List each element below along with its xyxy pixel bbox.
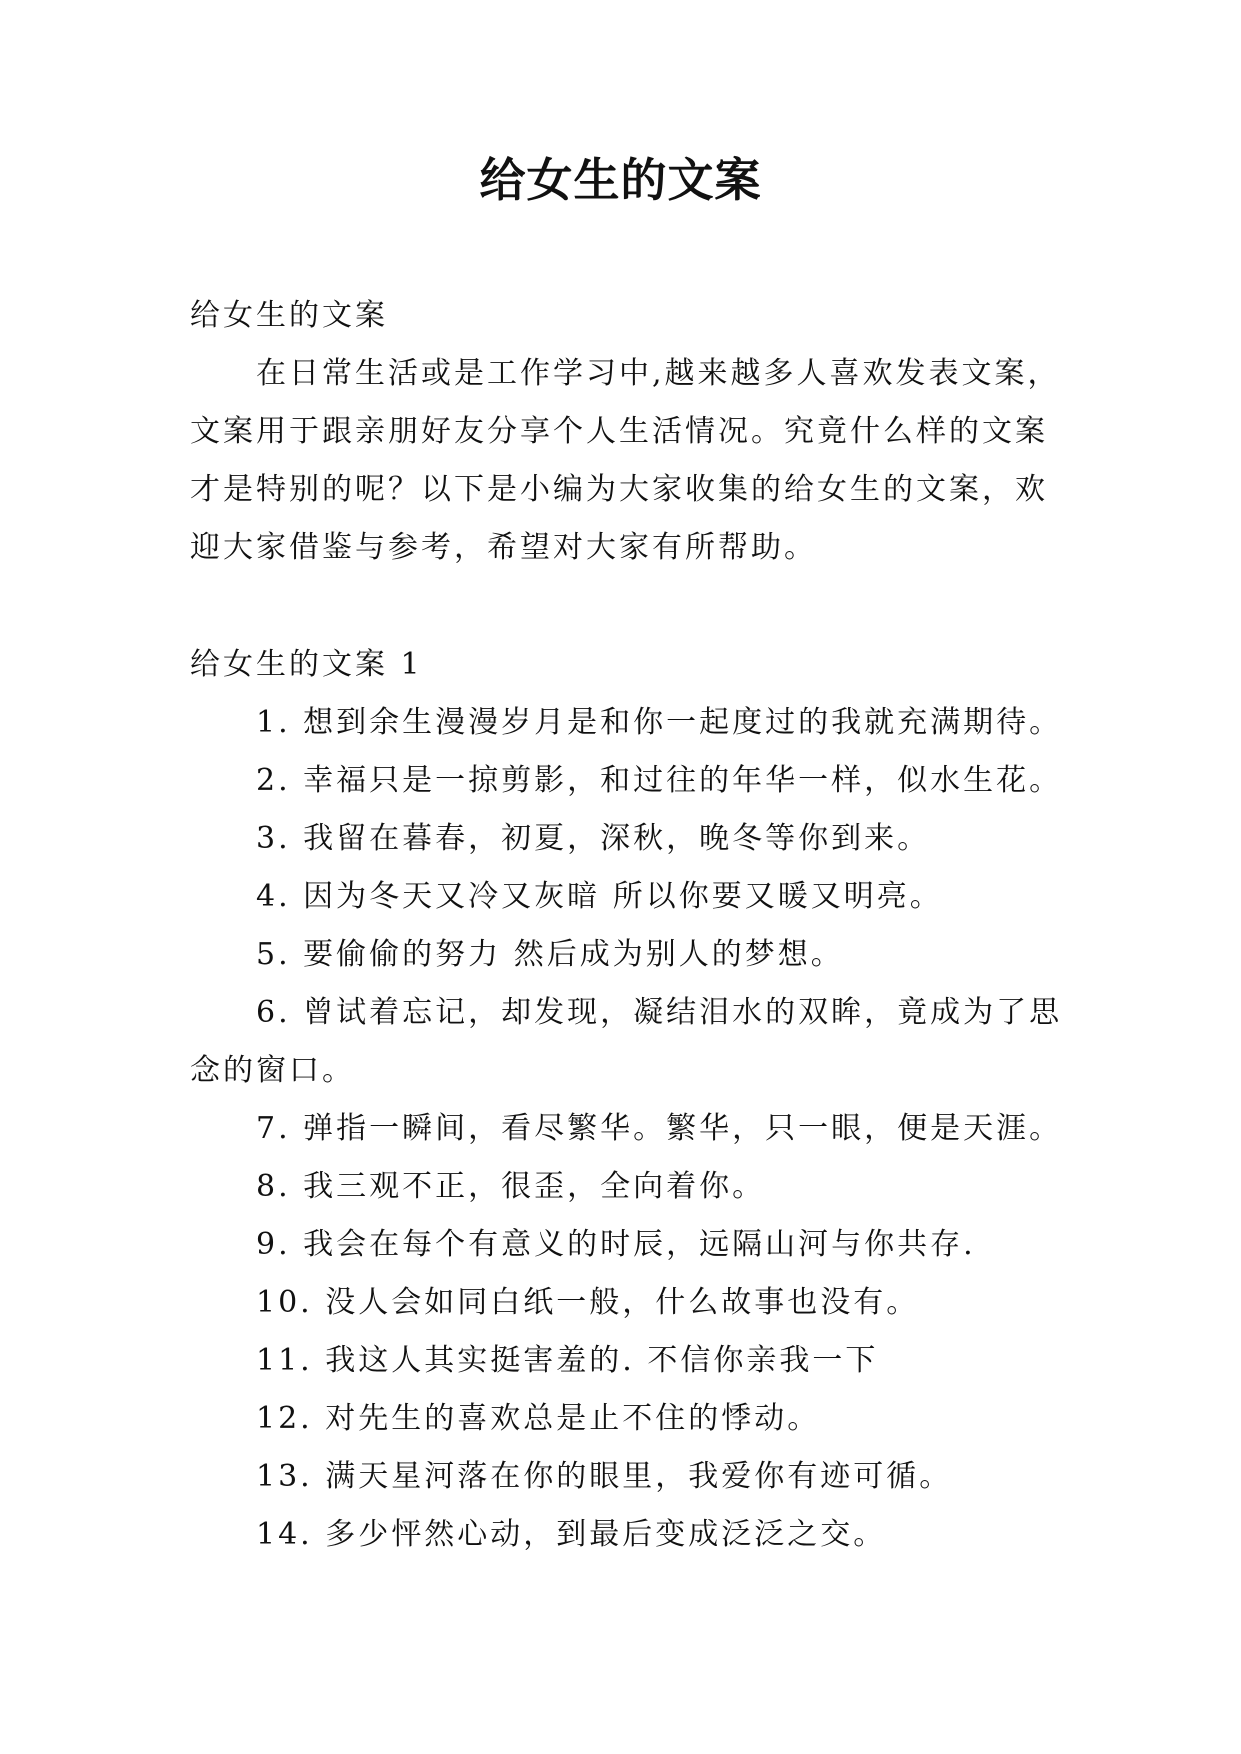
intro-line: 才是特别的呢？以下是小编为大家收集的给女生的文案，欢 [190, 472, 1048, 507]
list-item: 11. 我这人其实挺害羞的. 不信你亲我一下 [256, 1343, 879, 1378]
list-item: 2. 幸福只是一掠剪影，和过往的年华一样，似水生花。 [256, 763, 1063, 798]
list-item: 8. 我三观不正，很歪，全向着你。 [256, 1169, 766, 1204]
intro-line: 文案用于跟亲朋好友分享个人生活情况。究竟什么样的文案 [190, 414, 1048, 449]
list-item: 4. 因为冬天又冷又灰暗 所以你要又暖又明亮。 [256, 879, 943, 914]
section-heading: 给女生的文案 1 [190, 647, 423, 682]
list-item: 7. 弹指一瞬间，看尽繁华。繁华，只一眼，便是天涯。 [256, 1111, 1063, 1146]
list-item: 12. 对先生的喜欢总是止不住的悸动。 [256, 1401, 821, 1436]
document-subtitle: 给女生的文案 [190, 298, 388, 333]
list-item: 6. 曾试着忘记，却发现，凝结泪水的双眸，竟成为了思 [256, 995, 1063, 1030]
list-item: 3. 我留在暮春，初夏，深秋，晚冬等你到来。 [256, 821, 931, 856]
list-item: 5. 要偷偷的努力 然后成为别人的梦想。 [256, 937, 844, 972]
intro-line: 迎大家借鉴与参考，希望对大家有所帮助。 [190, 530, 817, 565]
list-item: 14. 多少怦然心动，到最后变成泛泛之交。 [256, 1517, 887, 1552]
list-item: 10. 没人会如同白纸一般，什么故事也没有。 [256, 1285, 920, 1320]
list-item: 1. 想到余生漫漫岁月是和你一起度过的我就充满期待。 [256, 705, 1063, 740]
list-item: 9. 我会在每个有意义的时辰，远隔山河与你共存. [256, 1227, 976, 1262]
document-title: 给女生的文案 [479, 153, 762, 207]
intro-line: 在日常生活或是工作学习中,越来越多人喜欢发表文案， [256, 356, 1061, 391]
list-item-continuation: 念的窗口。 [190, 1053, 355, 1088]
list-item: 13. 满天星河落在你的眼里，我爱你有迹可循。 [256, 1459, 953, 1494]
